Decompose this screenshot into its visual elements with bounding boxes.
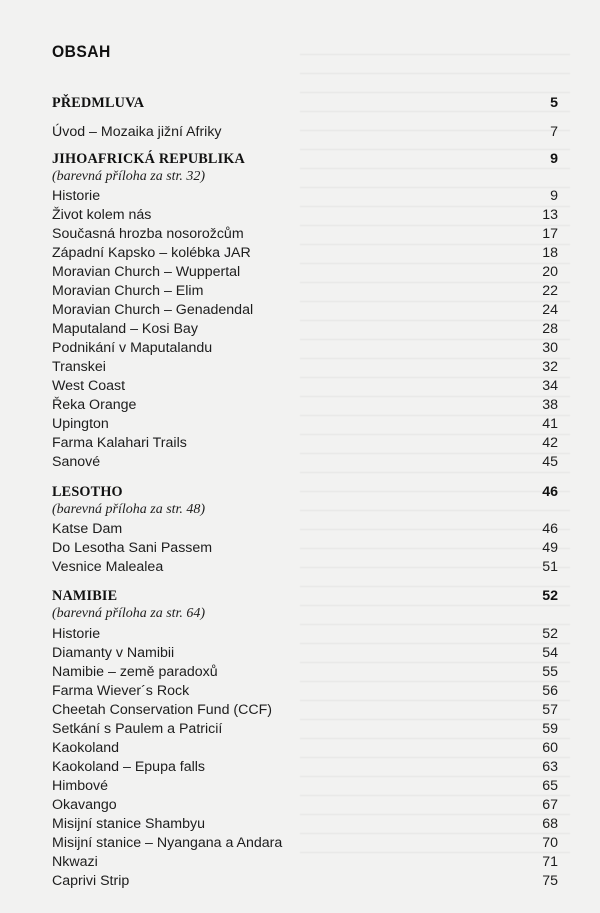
toc-entry-page: 9 <box>550 188 558 204</box>
toc-entry-title: Moravian Church – Wuppertal <box>52 264 241 280</box>
toc-entry-page: 52 <box>542 626 558 642</box>
toc-entry-page: 18 <box>542 245 558 261</box>
toc-entry-title: Vesnice Malealea <box>52 559 164 575</box>
toc-entry-title: Kaokoland <box>52 740 120 756</box>
toc-entry <box>52 243 558 263</box>
toc-entry-page: 41 <box>542 416 558 432</box>
toc-entry-title: Nkwazi <box>52 854 98 870</box>
toc-note <box>52 167 558 187</box>
toc-entry <box>52 538 558 558</box>
toc-entry-page: 30 <box>542 340 558 356</box>
toc-entry-page: 20 <box>542 264 558 280</box>
toc-note <box>52 604 558 624</box>
toc-section-heading <box>52 93 558 113</box>
toc-entry <box>52 871 558 891</box>
toc-entry <box>52 452 558 472</box>
toc-entry <box>52 757 558 777</box>
toc-entry <box>52 224 558 244</box>
toc-entry-page: 9 <box>550 151 558 167</box>
toc-entry-page: 17 <box>542 226 558 242</box>
toc-entry-page: 68 <box>542 816 558 832</box>
toc-note <box>52 500 558 520</box>
toc-entry-title: Sanové <box>52 454 101 470</box>
toc-entry-page: 57 <box>542 702 558 718</box>
toc-entry-title: Katse Dam <box>52 521 123 537</box>
toc-entry-title: LESOTHO <box>52 484 123 500</box>
toc-entry <box>52 519 558 539</box>
toc-entry-title: Podnikání v Maputalandu <box>52 340 213 356</box>
toc-entry-page: 38 <box>542 397 558 413</box>
toc-entry <box>52 624 558 644</box>
toc-entry-title: Do Lesotha Sani Passem <box>52 540 213 556</box>
toc-entry <box>52 395 558 415</box>
toc-entry-page: 7 <box>550 124 558 140</box>
toc-entry-title: (barevná příloha za str. 64) <box>52 606 206 621</box>
toc-entry-page: 22 <box>542 283 558 299</box>
toc-section-heading <box>52 482 558 502</box>
toc-entry <box>52 300 558 320</box>
toc-entry <box>52 376 558 396</box>
toc-entry-page: 60 <box>542 740 558 756</box>
toc-entry <box>52 833 558 853</box>
toc-entry <box>52 681 558 701</box>
toc-entry-page: 54 <box>542 645 558 661</box>
toc-entry-page: 34 <box>542 378 558 394</box>
toc-entry <box>52 262 558 282</box>
toc-entry <box>52 700 558 720</box>
toc-entry-title: Historie <box>52 188 101 204</box>
toc-entry-title: (barevná příloha za str. 32) <box>52 169 206 184</box>
toc-entry-page: 13 <box>542 207 558 223</box>
page-title: OBSAH <box>52 42 111 61</box>
toc-entry-page: 75 <box>542 873 558 889</box>
toc-entry-page: 55 <box>542 664 558 680</box>
toc-entry-title: Cheetah Conservation Fund (CCF) <box>52 702 273 718</box>
toc-entry-title: Misijní stanice Shambyu <box>52 816 205 832</box>
toc-entry-title: Současná hrozba nosorožcům <box>52 226 244 242</box>
toc-entry <box>52 414 558 434</box>
toc-entry-title: PŘEDMLUVA <box>52 95 145 111</box>
toc-entry-title: JIHOAFRICKÁ REPUBLIKA <box>52 151 245 167</box>
toc-entry-title: Upington <box>52 416 109 432</box>
toc-entry <box>52 814 558 834</box>
toc-entry <box>52 122 558 142</box>
toc-entry-page: 63 <box>542 759 558 775</box>
toc-entry-title: Maputaland – Kosi Bay <box>52 321 198 337</box>
toc-entry-page: 52 <box>542 588 558 604</box>
toc-entry <box>52 776 558 796</box>
toc-entry-title: Moravian Church – Elim <box>52 283 204 299</box>
toc-entry-page: 42 <box>542 435 558 451</box>
toc-entry <box>52 643 558 663</box>
toc-entry <box>52 186 558 206</box>
toc-entry-title: Diamanty v Namibii <box>52 645 175 661</box>
toc-entry-title: Řeka Orange <box>52 397 137 413</box>
toc-entry-page: 28 <box>542 321 558 337</box>
toc-entry <box>52 338 558 358</box>
toc-entry <box>52 357 558 377</box>
toc-entry-page: 65 <box>542 778 558 794</box>
toc-entry-title: Život kolem nás <box>52 207 152 223</box>
toc-entry-page: 46 <box>542 484 558 500</box>
toc-entry <box>52 662 558 682</box>
toc-entry <box>52 795 558 815</box>
toc-entry <box>52 738 558 758</box>
toc-entry-title: NAMIBIE <box>52 588 118 604</box>
toc-entry-page: 70 <box>542 835 558 851</box>
toc-entry-page: 56 <box>542 683 558 699</box>
toc-entry-page: 24 <box>542 302 558 318</box>
toc-entry <box>52 281 558 301</box>
toc-entry-page: 51 <box>542 559 558 575</box>
toc-entry-title: Namibie – země paradoxů <box>52 664 218 680</box>
toc-entry-title: Kaokoland – Epupa falls <box>52 759 206 775</box>
toc-entry-title: Transkei <box>52 359 106 375</box>
toc-entry-title: Západní Kapsko – kolébka JAR <box>52 245 251 261</box>
toc-section-heading <box>52 149 558 169</box>
toc-entry-page: 46 <box>542 521 558 537</box>
toc-entry-title: West Coast <box>52 378 126 394</box>
toc-entry-page: 45 <box>542 454 558 470</box>
toc-entry <box>52 433 558 453</box>
toc-entry-page: 32 <box>542 359 558 375</box>
toc-entry <box>52 852 558 872</box>
toc-entry-title: Caprivi Strip <box>52 873 130 889</box>
toc-entry-title: Úvod – Mozaika jižní Afriky <box>52 124 222 140</box>
toc-entry-title: Setkání s Paulem a Patricií <box>52 721 223 737</box>
toc-entry-page: 59 <box>542 721 558 737</box>
toc-entry-page: 71 <box>542 854 558 870</box>
toc-entry-title: (barevná příloha za str. 48) <box>52 502 206 517</box>
toc-entry-title: Himbové <box>52 778 108 794</box>
toc-entry-title: Historie <box>52 626 101 642</box>
toc-entry-page: 5 <box>550 95 558 111</box>
toc-section-heading <box>52 586 558 606</box>
toc-entry-title: Farma Kalahari Trails <box>52 435 187 451</box>
toc-entry-title: Farma Wiever´s Rock <box>52 683 190 699</box>
toc-entry <box>52 319 558 339</box>
toc-entry-title: Okavango <box>52 797 117 813</box>
toc-entry-page: 67 <box>542 797 558 813</box>
toc-entry-title: Misijní stanice – Nyangana a Andara <box>52 835 283 851</box>
toc-entry-page: 49 <box>542 540 558 556</box>
toc-entry <box>52 205 558 225</box>
toc-entry-title: Moravian Church – Genadendal <box>52 302 254 318</box>
toc-entry <box>52 557 558 577</box>
toc-entry <box>52 719 558 739</box>
